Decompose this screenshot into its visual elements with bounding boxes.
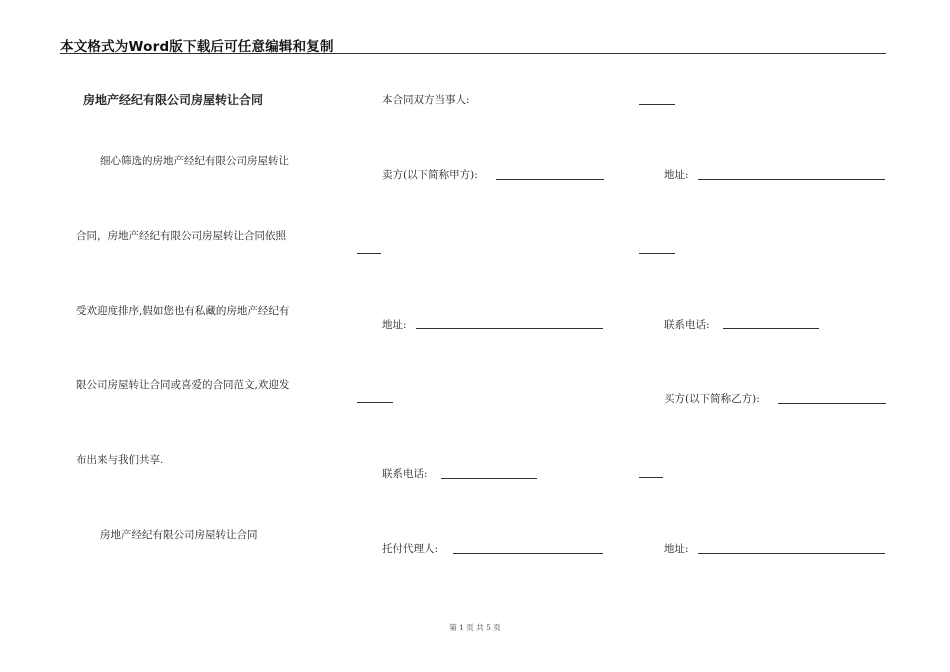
seller-phone-label: 联系电话: [382,468,428,480]
blank-line [639,477,663,478]
section-title: 房地产经纪有限公司房屋转让合同 [100,529,258,541]
address-label: 地址: [664,169,689,181]
intro-line-2: 合同，房地产经纪有限公司房屋转让合同依照 [76,230,286,242]
header-title: 本文格式为Word版下载后可任意编辑和复制 [60,39,334,55]
blank-line [639,253,675,254]
intro-line-1: 细心筛选的房地产经纪有限公司房屋转让 [100,155,289,167]
parties-label: 本合同双方当事人: [382,94,470,106]
blank-line [357,402,393,403]
buyer-address-line [698,553,885,554]
phone-label: 联系电话: [664,319,710,331]
buyer-label: 买方(以下简称乙方): [664,393,760,405]
seller-blank-line [496,179,604,180]
buyer-blank-line [778,403,886,404]
page-footer: 第 1 页 共 5 页 [449,623,501,632]
address-line [698,179,885,180]
blank-line [639,104,675,105]
buyer-address-label: 地址: [664,543,689,555]
agent-line [453,553,603,554]
intro-line-4: 限公司房屋转让合同或喜爱的合同范文,欢迎发 [76,379,290,391]
seller-address-line [416,328,603,329]
document-title: 房地产经纪有限公司房屋转让合同 [83,93,264,107]
intro-line-5: 布出来与我们共享. [76,454,164,466]
intro-line-3: 受欢迎度排序,假如您也有私藏的房地产经纪有 [76,305,290,317]
agent-label: 托付代理人: [382,543,439,555]
phone-line [723,328,819,329]
page-header [60,35,886,54]
blank-line [357,253,381,254]
seller-label: 卖方(以下简称甲方): [382,169,478,181]
seller-address-label: 地址: [382,319,407,331]
seller-phone-line [441,478,537,479]
